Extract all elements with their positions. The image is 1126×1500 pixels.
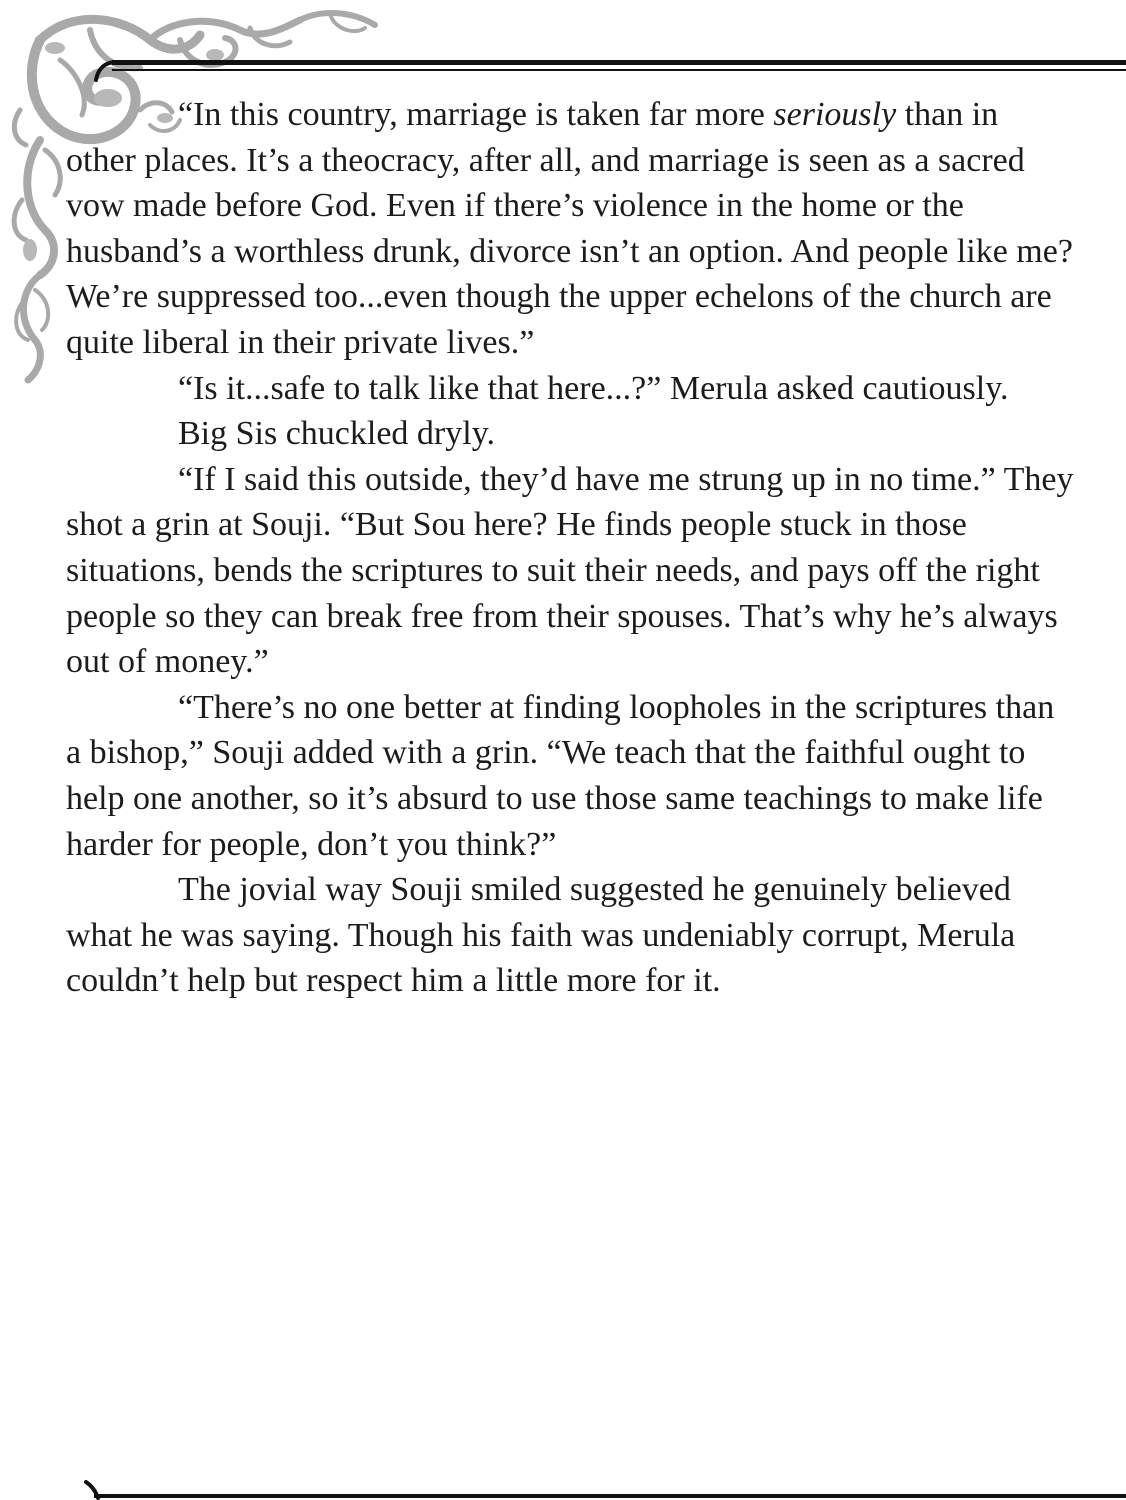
paragraph-2: “Is it...safe to talk like that here...?” Merula asked cautiously. bbox=[178, 369, 1009, 407]
bottom-rule-line-icon bbox=[80, 1470, 1126, 1500]
paragraph-1 bbox=[66, 92, 1076, 366]
paragraph-3: Big Sis chuckled dryly. bbox=[178, 415, 495, 453]
paragraph-1-text-before: “In this country, marriage is taken far more bbox=[178, 96, 774, 133]
paragraph-4: “If I said this outside, they’d have me strung up in no time.” They shot a grin at Souji. “But Sou here? He finds people stuck in those situations, bends the scriptures to suit their needs, and pays off the right people so they can break free from their spouses. That’s why he’s always out of money.” bbox=[66, 460, 1074, 681]
paragraph-6: The jovial way Souji smiled suggested he genuinely believed what he was saying. Though his faith was undeniably corrupt, Merula couldn’t help but respect him a little more for it. bbox=[66, 871, 1016, 1000]
paragraph-1-text-after: than in other places. It’s a theocracy, after all, and marriage is seen as a sacred vow made before God. Even if there’s violence in the home or the husband’s a worthless drunk, divorce isn’t an option. And people like me? We’re suppressed too...even though the upper echelons of the church are quite liberal in their private lives.” bbox=[66, 96, 1073, 361]
paragraph-1-emphasis: seriously bbox=[773, 96, 897, 133]
page-body-text bbox=[66, 92, 1076, 1004]
top-rule-line-icon bbox=[92, 50, 1126, 90]
paragraph-5: “There’s no one better at finding loopholes in the scriptures than a bishop,” Souji added with a grin. “We teach that the faithful ought to help one another, so it’s absurd to use those same teachings to make life harder for people, don’t you think?” bbox=[66, 688, 1055, 863]
